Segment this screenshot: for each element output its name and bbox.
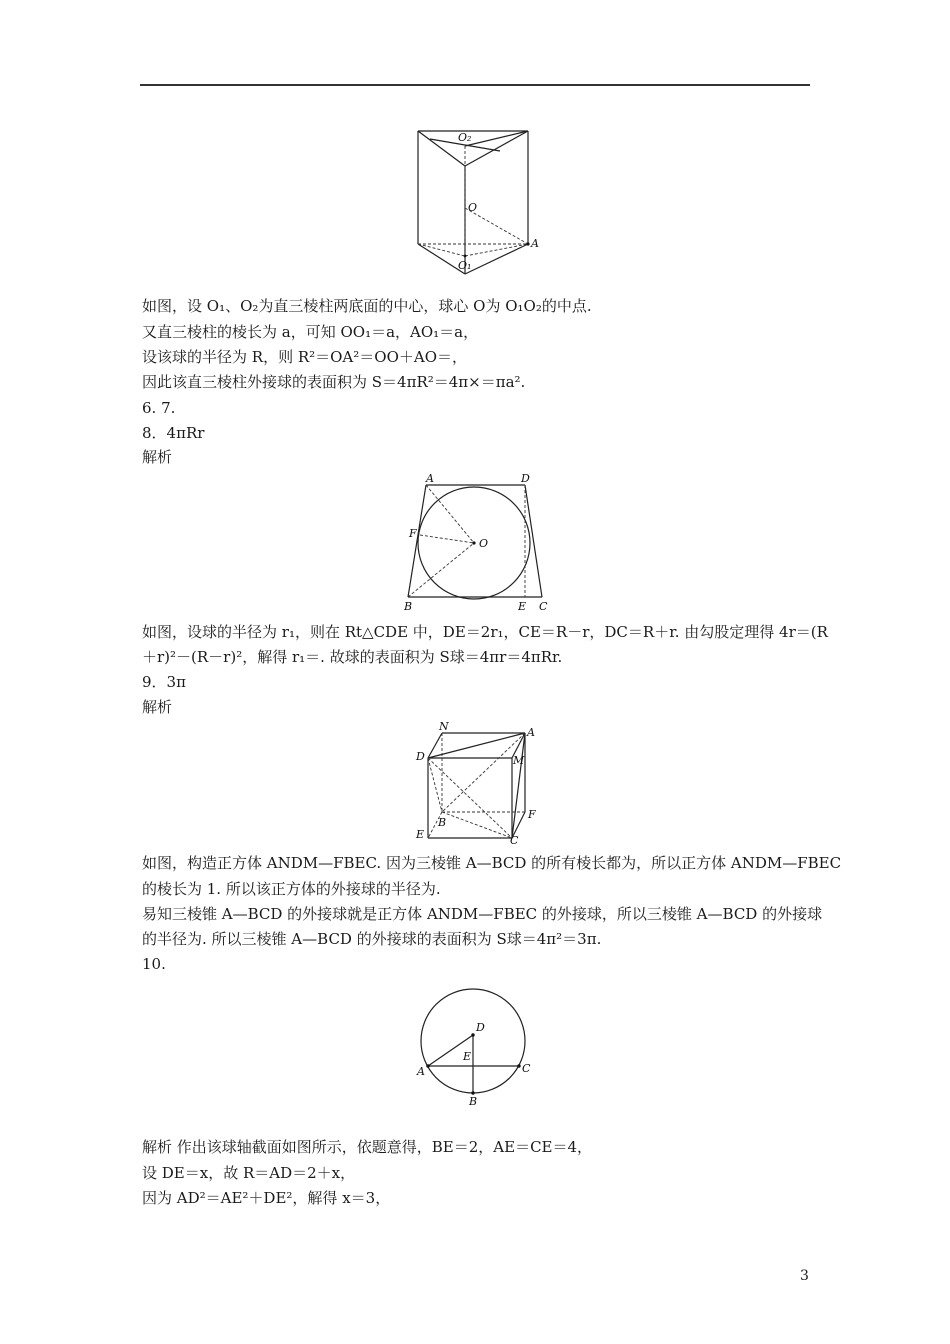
label-a: A: [417, 1065, 425, 1078]
text-line-4: 因此该直三棱柱外接球的表面积为 S＝4πR²＝4π×＝πa².: [142, 373, 526, 391]
text-line-12: 如图，构造正方体 ANDM—FBEC. 因为三棱锥 A—BCD 的所有棱长都为，所以正方体 ANDM—FBEC: [142, 854, 842, 872]
label-d: D: [416, 750, 425, 763]
label-c: C: [522, 1062, 531, 1075]
label-f: F: [528, 808, 536, 821]
label-o2: O₂: [458, 131, 472, 144]
header-rule: [140, 84, 810, 86]
label-f: F: [409, 527, 417, 540]
label-a: A: [531, 237, 539, 250]
text-line-11: 解析: [142, 698, 173, 716]
text-line-16: 10.: [142, 955, 166, 973]
label-e: E: [416, 828, 425, 841]
text-line-6: 8．4πRr: [142, 424, 205, 442]
label-a: A: [527, 726, 535, 739]
trapezoid-figure: [400, 470, 560, 616]
text-line-3: 设该球的半径为 R，则 R²＝OA²＝OO＋AO＝，: [142, 348, 468, 366]
label-m: M: [513, 754, 525, 767]
prism-figure: [410, 126, 545, 276]
text-line-2: 又直三棱柱的棱长为 a，可知 OO₁＝a，AO₁＝a，: [142, 323, 479, 341]
text-line-18: 设 DE＝x，故 R＝AD＝2＋x，: [142, 1164, 356, 1182]
text-line-5: 6. 7.: [142, 399, 176, 417]
label-c: C: [510, 834, 519, 845]
label-n: N: [439, 720, 449, 733]
label-e: E: [518, 600, 527, 613]
text-line-17: 解析 作出该球轴截面如图所示，依题意得，BE＝2，AE＝CE＝4，: [142, 1138, 593, 1156]
text-line-14: 易知三棱锥 A—BCD 的外接球就是正方体 ANDM—FBEC 的外接球，所以三棱锥 A—BCD 的外接球: [142, 905, 823, 923]
label-a: A: [426, 472, 434, 485]
label-c: C: [539, 600, 548, 613]
label-e: E: [463, 1050, 472, 1063]
circle-figure: [412, 980, 537, 1108]
text-line-7: 解析: [142, 448, 173, 466]
label-b: B: [469, 1095, 478, 1108]
cube-figure: [410, 720, 545, 845]
page-number: 3: [800, 1268, 809, 1284]
text-line-15: 的半径为. 所以三棱锥 A—BCD 的外接球的表面积为 S球＝4π²＝3π.: [142, 930, 602, 948]
text-line-8: 如图，设球的半径为 r₁，则在 Rt△CDE 中，DE＝2r₁，CE＝R－r，DC＝R＋r. 由勾股定理得 4r＝(R: [142, 623, 828, 641]
label-b: B: [438, 816, 447, 829]
text-line-19: 因为 AD²＝AE²＋DE²，解得 x＝3，: [142, 1189, 391, 1207]
label-o: O: [479, 537, 489, 550]
label-d: D: [476, 1021, 485, 1034]
text-line-13: 的棱长为 1. 所以该正方体的外接球的半径为.: [142, 880, 441, 898]
label-d: D: [521, 472, 530, 485]
label-o: O: [468, 201, 478, 214]
text-line-1: 如图，设 O₁、O₂为直三棱柱两底面的中心，球心 O为 O₁O₂的中点.: [142, 297, 592, 315]
text-line-10: 9．3π: [142, 673, 186, 691]
label-b: B: [404, 600, 413, 613]
label-o1: O₁: [458, 259, 472, 272]
text-line-9: ＋r)²－(R－r)²，解得 r₁＝. 故球的表面积为 S球＝4πr＝4πRr.: [142, 648, 563, 666]
